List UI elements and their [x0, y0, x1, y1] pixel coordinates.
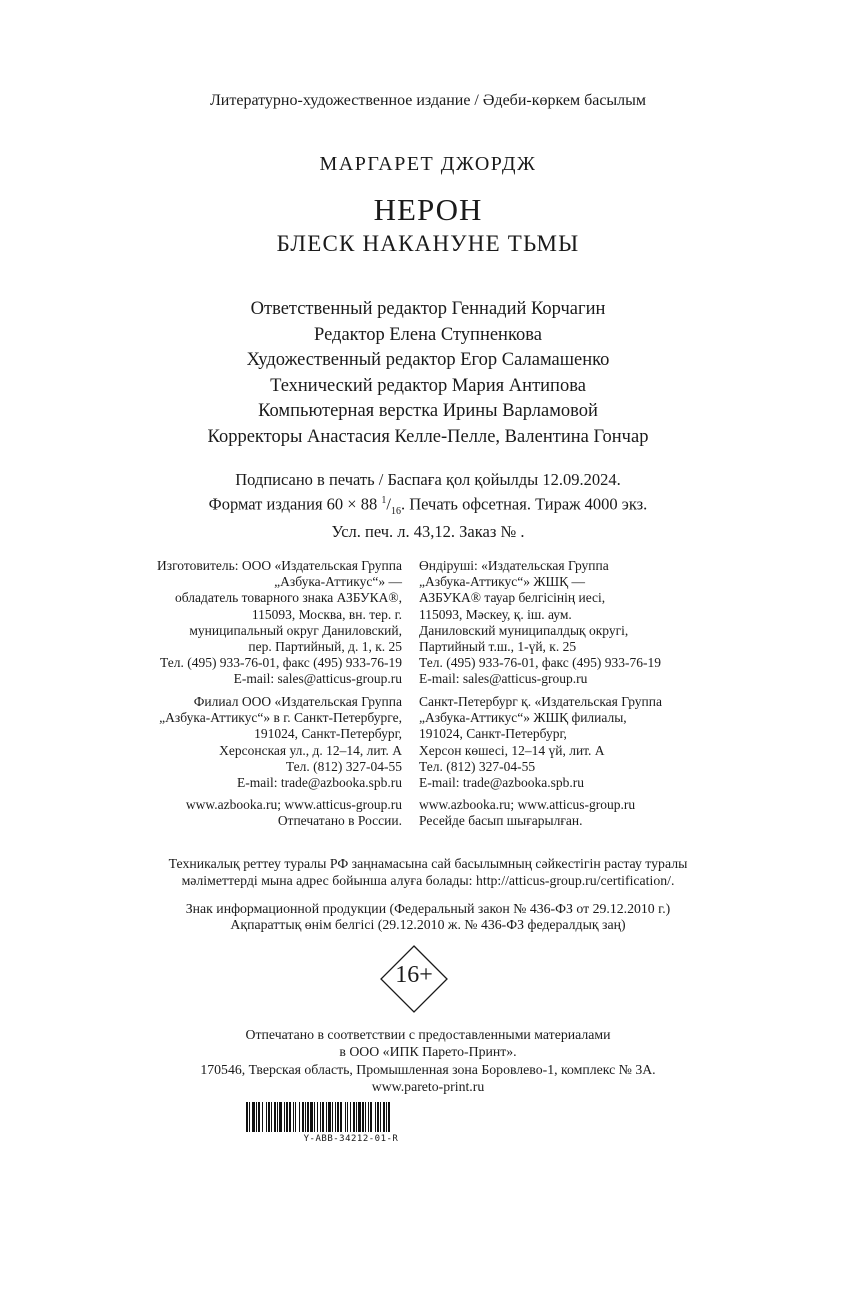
sheets-order: Усл. печ. л. 43,12. Заказ № .: [331, 521, 525, 541]
manufacturer-kz-line: АЗБУКА® тауар белгісінің иесі,: [419, 590, 606, 606]
credit-line: Компьютерная верстка Ирины Варламовой: [258, 401, 598, 421]
certification-note: [0, 855, 856, 889]
format-post: . Печать офсетная. Тираж 4000 экз.: [400, 494, 648, 513]
manufacturer-ru-line: „Азбука-Аттикус“» —: [274, 574, 402, 590]
book-subtitle: БЛЕСК НАКАНУНЕ ТЬМЫ: [276, 231, 580, 256]
branch-ru-line: E-mail: trade@azbooka.spb.ru: [237, 775, 402, 791]
format-pre: Формат издания 60 × 88: [208, 494, 382, 513]
manufacturer-kz: [419, 558, 661, 688]
manufacturer-ru-line: Тел. (495) 933-76-01, факс (495) 933-76-19: [159, 655, 402, 671]
credit-line: Ответственный редактор Геннадий Корчагин: [250, 299, 606, 319]
manufacturer-kz-line: Тел. (495) 933-76-01, факс (495) 933-76-19: [419, 655, 662, 671]
branch-ru-line: „Азбука-Аттикус“» в г. Санкт-Петербурге,: [159, 710, 402, 726]
barcode-icon: [246, 1102, 456, 1132]
book-title: НЕРОН: [373, 192, 483, 227]
edition-type: Литературно-художественное издание / Әдеби-көркем басылым: [209, 92, 647, 109]
branch-kz-line: E-mail: trade@azbooka.spb.ru: [419, 775, 584, 791]
credit-line: Корректоры Анастасия Келле-Пелле, Валентина Гончар: [207, 426, 649, 447]
manufacturer-kz-line: Өндіруші: «Издательская Группа: [419, 558, 609, 573]
manufacturer-ru: [157, 558, 402, 688]
barcode-label: Y-ABB-34212-01-R: [303, 1134, 399, 1144]
manufacturer-ru-line: Изготовитель: ООО «Издательская Группа: [157, 558, 402, 573]
websites-ru: [186, 797, 402, 829]
branch-ru-line: Филиал ООО «Издательская Группа: [193, 694, 402, 709]
printed-in-russia: Отпечатано в России.: [277, 813, 402, 829]
printer-info: [0, 1026, 856, 1096]
branch-ru: [159, 694, 402, 791]
branch-ru-line: 191024, Санкт-Петербург,: [254, 726, 402, 742]
signed-date: Подписано в печать / Баспаға қол қойылды 12.09.2024.: [235, 470, 621, 489]
credit-line: Редактор Елена Ступненкова: [314, 324, 542, 345]
websites-kz-line: www.azbooka.ru; www.atticus-group.ru: [419, 797, 636, 812]
info-sign-line: Ақпараттық өнім белгісі (29.12.2010 ж. № 436-ФЗ федералдық заң): [230, 917, 626, 932]
credit-line: Технический редактор Мария Антипова: [270, 375, 586, 396]
manufacturer-kz-line: E-mail: sales@atticus-group.ru: [419, 671, 588, 687]
format-denominator: 16: [390, 505, 401, 517]
certification-line: мәліметтерді мына адрес бойынша алуға болады: http://atticus-group.ru/certification/.: [181, 873, 675, 888]
manufacturer-kz-line: Партийный т.ш., 1-үй, к. 25: [419, 639, 577, 655]
format-line: Формат издания 60 × 88 $^1/_{16}$. Печать офсетная. Тираж 4000 экз.: [208, 494, 648, 517]
age-rating-badge: [380, 945, 448, 1013]
credit-line: Художественный редактор Егор Саламашенко: [246, 350, 610, 370]
printer-line: Отпечатано в соответствии с предоставленными материалами: [245, 1027, 611, 1042]
manufacturer-ru-line: муниципальный округ Даниловский,: [189, 622, 402, 638]
manufacturer-kz-line: Даниловский муниципалдық округі,: [419, 622, 629, 638]
format-numerator: 1: [381, 494, 387, 506]
manufacturer-ru-line: обладатель товарного знака АЗБУКА®,: [174, 590, 402, 606]
manufacturer-ru-line: пер. Партийный, д. 1, к. 25: [248, 639, 402, 655]
websites-ru-line: www.azbooka.ru; www.atticus-group.ru: [185, 797, 402, 812]
manufacturer-kz-line: 115093, Мәскеу, қ. іш. аум.: [419, 606, 572, 622]
age-rating-text: 16+: [395, 962, 433, 988]
info-sign-line: Знак информационной продукции (Федеральный закон № 436-ФЗ от 29.12.2010 г.): [185, 901, 671, 916]
certification-line: Техникалық реттеу туралы РФ заңнамасына сай басылымның сәйкестігін растау туралы: [168, 856, 688, 871]
branch-kz-line: 191024, Санкт-Петербург,: [419, 726, 567, 742]
printer-line: www.pareto-print.ru: [371, 1079, 485, 1095]
manufacturer-ru-line: E-mail: sales@atticus-group.ru: [233, 671, 402, 687]
printed-in-russia-kz: Ресейде басып шығарылған.: [419, 813, 583, 829]
credits-block: [0, 297, 856, 450]
branch-kz: [419, 694, 662, 791]
branch-ru-line: Тел. (812) 327-04-55: [285, 758, 402, 774]
manufacturer-ru-line: 115093, Москва, вн. тер. г.: [251, 606, 402, 622]
websites-kz: [419, 797, 635, 829]
printer-line: 170546, Тверская область, Промышленная зона Боровлево-1, комплекс № 3А.: [200, 1061, 656, 1077]
printer-line: в ООО «ИПК Парето-Принт».: [339, 1044, 517, 1060]
manufacturer-kz-line: „Азбука-Аттикус“» ЖШҚ —: [419, 574, 585, 590]
branch-kz-line: „Азбука-Аттикус“» ЖШҚ филиалы,: [419, 710, 627, 726]
author-name: МАРГАРЕТ ДЖОРДЖ: [319, 153, 537, 175]
branch-kz-line: Санкт-Петербург қ. «Издательская Группа: [419, 694, 662, 709]
branch-kz-line: Тел. (812) 327-04-55: [419, 758, 536, 774]
info-sign-note: [0, 901, 856, 933]
branch-ru-line: Херсонская ул., д. 12–14, лит. А: [219, 742, 402, 758]
branch-kz-line: Херсон көшесі, 12–14 үй, лит. А: [419, 742, 605, 758]
print-info-block: [0, 470, 856, 542]
